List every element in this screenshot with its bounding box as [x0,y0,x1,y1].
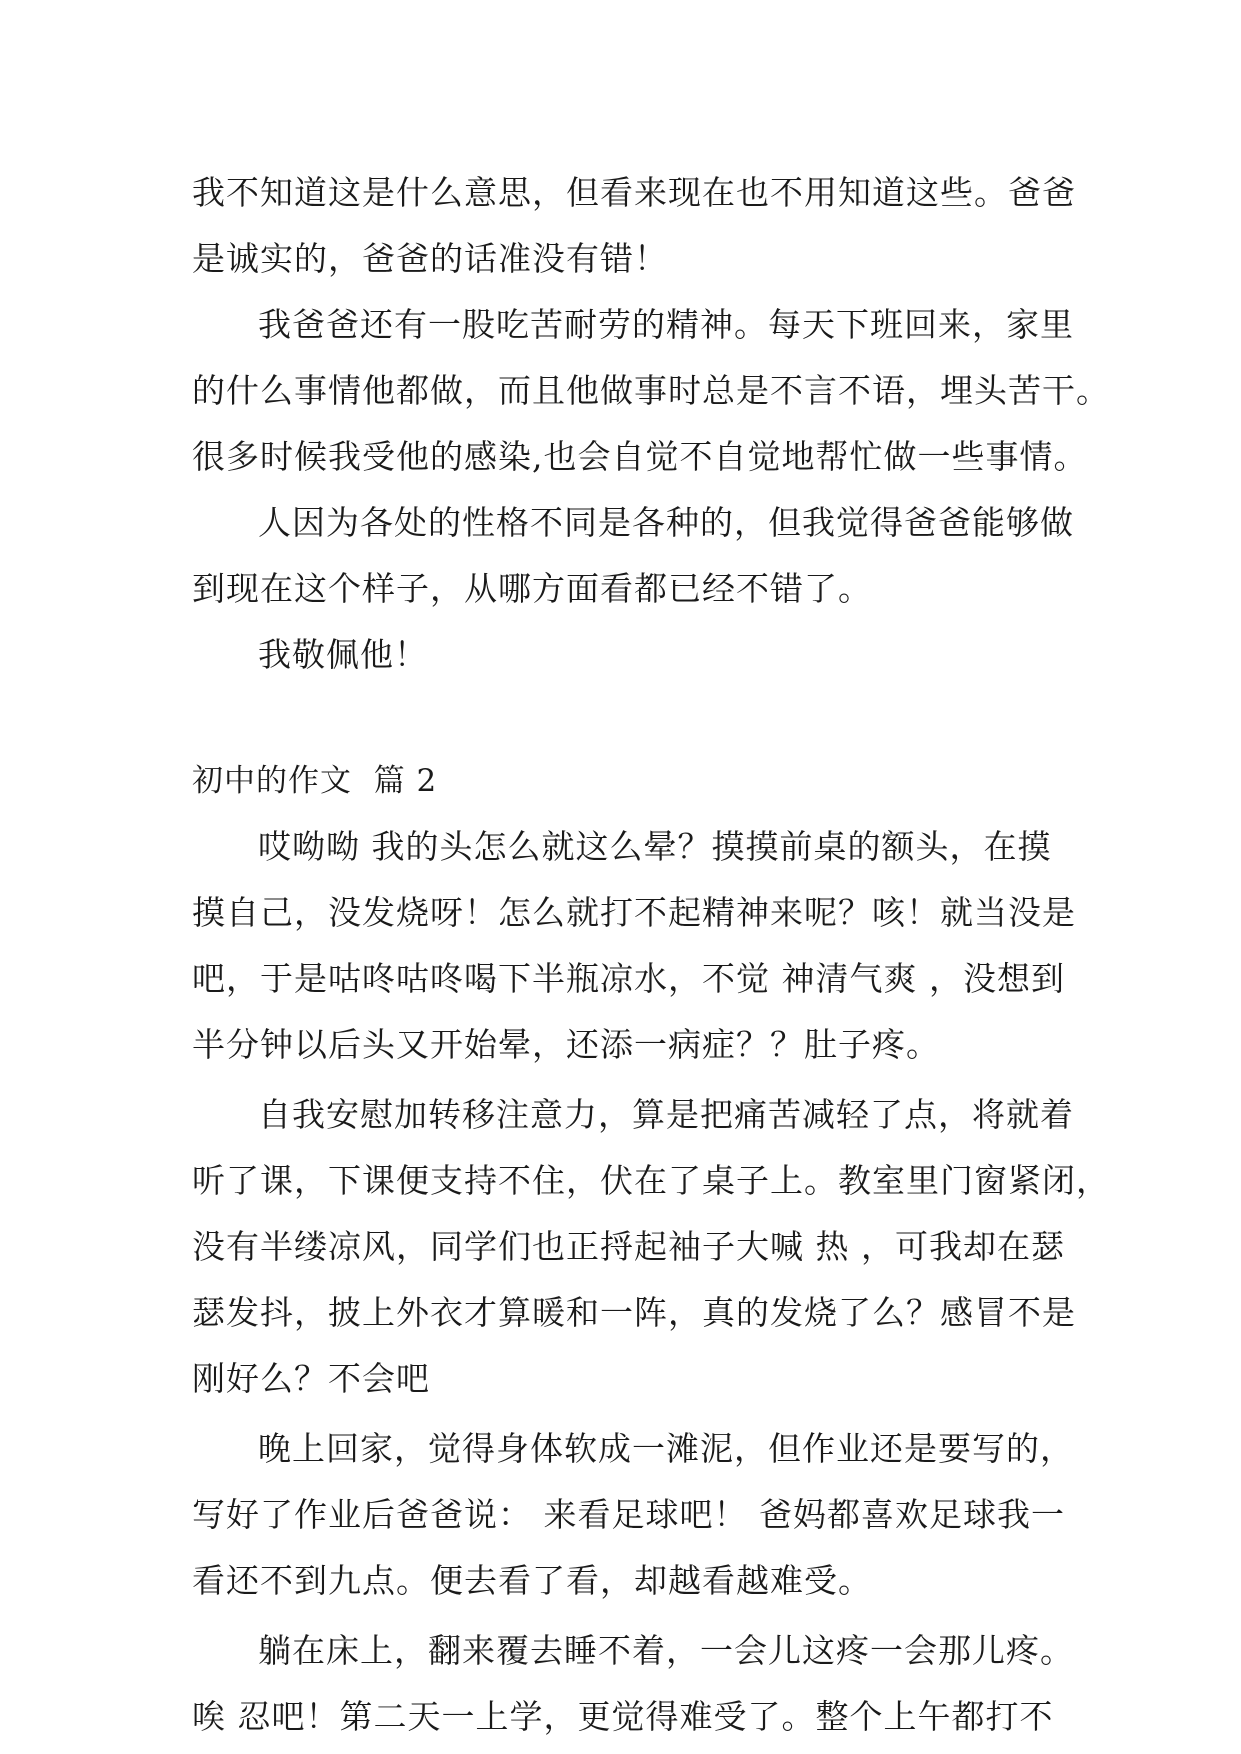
paragraph [192,160,1076,292]
text-line: 很多时候我受他的感染,也会自觉不自觉地帮忙做一些事情。 [192,437,1088,476]
text-line: 的什么事情他都做，而且他做事时总是不言不语，埋头苦干。 [192,371,1110,410]
paragraph [192,490,1074,622]
text-line: 人因为各处的性格不同是各种的，但我觉得爸爸能够做 [258,503,1074,542]
text-line: 到现在这个样子，从哪方面看都已经不错了。 [192,569,872,608]
paragraph [192,622,1062,688]
text-line: 听了课，下课便支持不住，伏在了桌子上。教室里门窗紧闭， [192,1161,1110,1200]
text-line: 瑟发抖，披上外衣才算暖和一阵，真的发烧了么？感冒不是 [192,1293,1076,1332]
text-line: 半分钟以后头又开始晕，还添一病症？？肚子疼。 [192,1025,940,1064]
text-line: 摸自己，没发烧呀！怎么就打不起精神来呢？咳！就当没是 [192,893,1076,932]
section-spacer [192,688,1062,748]
text-line: 刚好么？不会吧 [192,1359,430,1398]
paragraph [192,292,1110,490]
text-line: 唉 忍吧！第二天一上学，更觉得难受了。整个上午都打不 [192,1697,1054,1736]
text-line: 没有半缕凉风，同学们也正捋起袖子大喊 热 ，可我却在瑟 [192,1227,1065,1266]
paragraph [192,814,1076,1078]
paragraph [192,1618,1074,1750]
text-line: 晚上回家，觉得身体软成一滩泥，但作业还是要写的， [258,1429,1074,1468]
text-line: 我爸爸还有一股吃苦耐劳的精神。每天下班回来，家里 [258,305,1074,344]
text-line: 我不知道这是什么意思，但看来现在也不用知道这些。爸爸 [192,173,1076,212]
section-heading: 初中的作文 篇 2 [192,763,438,799]
text-line: 吧，于是咕咚咕咚喝下半瓶凉水，不觉 神清气爽 ，没想到 [192,959,1065,998]
paragraph [192,1082,1110,1412]
text-line: 哎呦呦 我的头怎么就这么晕？摸摸前桌的额头，在摸 [258,827,1052,866]
text-line: 我敬佩他！ [258,635,428,674]
paragraph [192,1416,1074,1614]
text-line: 看还不到九点。便去看了看，却越看越难受。 [192,1561,872,1600]
text-line: 是诚实的，爸爸的话准没有错！ [192,239,668,278]
text-line: 自我安慰加转移注意力，算是把痛苦减轻了点，将就着 [258,1095,1074,1134]
text-line: 写好了作业后爸爸说： 来看足球吧！ 爸妈都喜欢足球我一 [192,1495,1065,1534]
text-line: 躺在床上，翻来覆去睡不着，一会儿这疼一会那儿疼。 [258,1631,1074,1670]
document-body [192,160,1110,1750]
